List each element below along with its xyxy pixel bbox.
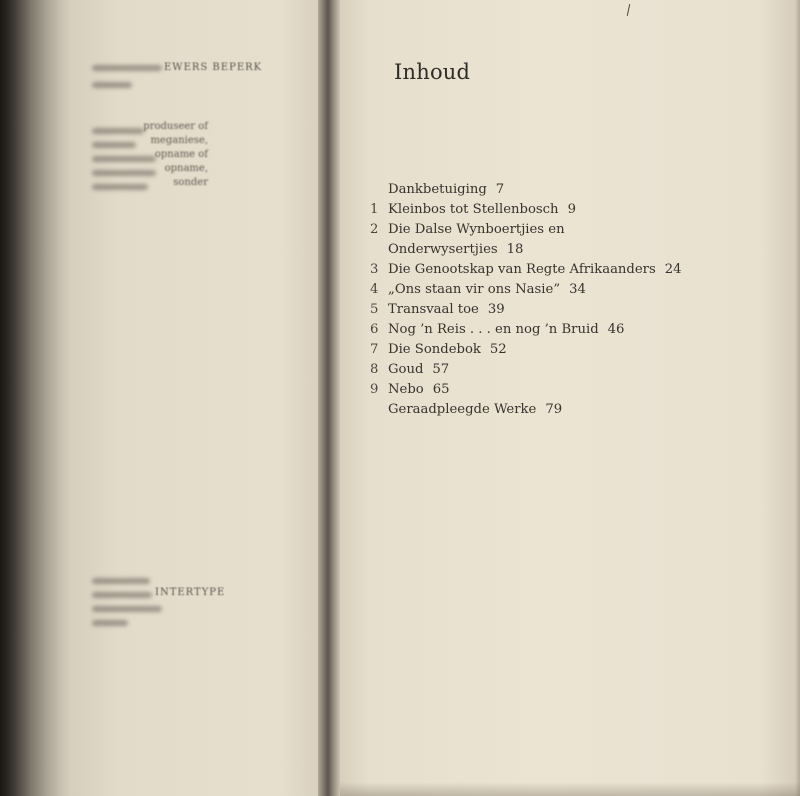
publisher-imprint: EWERS BEPERK — [164, 62, 263, 73]
chapter-title: Dankbetuiging — [388, 182, 487, 197]
rights-line: meganiese, — [150, 135, 208, 146]
page-title: Inhoud — [394, 60, 471, 84]
printer-imprint: INTERTYPE — [155, 587, 226, 598]
page-bottom-edge — [340, 782, 800, 796]
page-number: 57 — [432, 362, 450, 377]
chapter-title: Kleinbos tot Stellenbosch — [388, 202, 559, 217]
page-number: 24 — [664, 262, 682, 277]
chapter-number: 8 — [370, 362, 379, 377]
page-number: 46 — [607, 322, 625, 337]
chapter-title: Transvaal toe — [388, 302, 479, 317]
chapter-number: 7 — [370, 342, 379, 357]
left-page — [0, 0, 326, 796]
entry-text — [388, 180, 504, 200]
chapter-number: 9 — [370, 382, 379, 397]
page-number: 39 — [487, 302, 505, 317]
page-number: 79 — [545, 402, 563, 417]
rights-line: opname of — [154, 149, 208, 160]
chapter-title: Nog ’n Reis . . . en nog ’n Bruid — [388, 322, 599, 337]
chapter-title: Die Sondebok — [388, 342, 481, 357]
chapter-title: Onderwysertjies — [388, 242, 498, 257]
entry-text — [388, 300, 505, 320]
entry-text — [388, 400, 562, 420]
chapter-title: „Ons staan vir ons Nasie” — [388, 282, 561, 297]
page-number: 52 — [489, 342, 507, 357]
page-number: 34 — [569, 282, 586, 297]
rights-line: sonder — [173, 177, 208, 188]
blurred-printer-text — [92, 592, 152, 598]
chapter-title: Die Dalse Wynboertjies en — [388, 222, 565, 237]
chapter-title: Geraadpleegde Werke — [388, 402, 537, 417]
blurred-printer-text — [92, 620, 128, 626]
entry-text — [388, 220, 574, 240]
blurred-imprint-text — [92, 65, 162, 71]
chapter-number: 2 — [370, 222, 379, 237]
chapter-number: 5 — [370, 302, 379, 317]
entry-text — [388, 240, 523, 260]
right-page — [340, 0, 800, 796]
blurred-printer-text — [92, 606, 162, 612]
chapter-title: Goud — [388, 362, 424, 377]
chapter-number: 1 — [370, 202, 379, 217]
chapter-number: 4 — [370, 282, 379, 297]
chapter-number: 6 — [370, 322, 379, 337]
rights-line: opname, — [164, 163, 208, 174]
chapter-number: 3 — [370, 262, 379, 277]
entry-text — [388, 360, 449, 380]
chapter-title: Die Genootskap van Regte Afrikaanders — [388, 262, 656, 277]
blurred-printer-text — [92, 578, 150, 584]
page-number: 9 — [567, 202, 576, 217]
entry-text — [388, 320, 624, 340]
entry-text — [388, 380, 450, 400]
binding-shadow — [0, 0, 70, 796]
entry-text — [388, 280, 586, 300]
book-gutter — [318, 0, 340, 796]
entry-text — [388, 200, 576, 220]
entry-text — [388, 260, 682, 280]
page-number: 7 — [495, 182, 505, 197]
chapter-title: Nebo — [388, 382, 424, 397]
rights-notice — [112, 120, 208, 190]
page-number: 65 — [432, 382, 450, 397]
blurred-imprint-text — [92, 82, 132, 88]
rights-line: produseer of — [143, 121, 208, 132]
page-number: 18 — [506, 242, 524, 257]
entry-text — [388, 340, 507, 360]
